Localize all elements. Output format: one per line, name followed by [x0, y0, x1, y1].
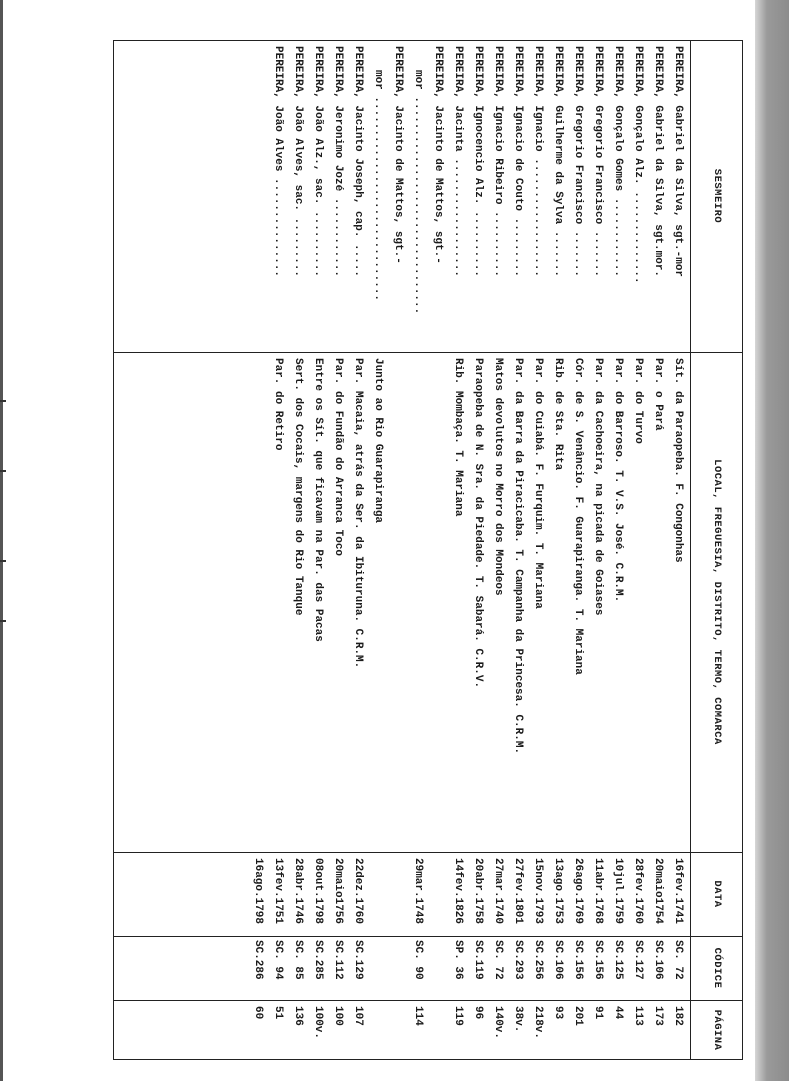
table-cell: 16fev.1741 [672, 858, 684, 925]
table-cell: 100 [332, 1006, 344, 1026]
header-pagina: PÁGINA [711, 1009, 723, 1051]
table-cell: 27mar.1740 [492, 858, 504, 925]
table-cell: SC.119 [472, 940, 484, 980]
header-codice: CÓDICE [711, 947, 723, 989]
table-cell: PEREIRA, Ignacio de Couto ......... [512, 46, 524, 278]
table-cell: PEREIRA, Jeronimo Jozé ............ [332, 46, 344, 278]
table-cell: 44 [612, 1006, 624, 1020]
table-cell: SC.293 [512, 940, 524, 980]
table-cell: PEREIRA, Ignacio Ribeiro .......... [492, 46, 504, 278]
table-cell: 28fev.1760 [632, 858, 644, 925]
table-cell: Cór. de S. Venâncio. F. Guarapiranga. T. Mariana [572, 358, 584, 675]
table-cell: SC. 85 [292, 940, 304, 980]
table-border [113, 40, 743, 1060]
table-cell: 13ago.1753 [552, 858, 564, 925]
table-cell: 08out.1798 [312, 858, 324, 925]
margin-tick [0, 470, 6, 472]
table-cell: SC.106 [652, 940, 664, 980]
sesmarias-table [113, 40, 743, 1060]
table-cell: 27fev.1801 [512, 858, 524, 925]
table-cell: Par. do Barroso. T. V.S. José. C.R.M. [612, 358, 624, 603]
table-cell: SC.156 [592, 940, 604, 980]
table-cell: 93 [552, 1006, 564, 1020]
table-cell: 20maio1754 [652, 858, 664, 925]
table-cell: SC. 72 [492, 940, 504, 980]
column-divider [113, 352, 743, 353]
table-cell: Paraopeba de N. Sra. da Piedade. T. Sabará. C.R.V. [472, 358, 484, 689]
table-cell: PEREIRA, Jacinto de Mattos, sgt.- [432, 46, 444, 264]
table-cell: mor ............................... [372, 70, 384, 302]
column-divider [113, 852, 743, 853]
table-cell: 11abr.1768 [592, 858, 604, 925]
table-cell: PEREIRA, Gabriel da Silva, sgt.mor. [652, 46, 664, 278]
table-cell: SC.256 [532, 940, 544, 980]
table-cell: 22dez.1760 [352, 858, 364, 925]
table-cell: 28abr.1746 [292, 858, 304, 925]
table-cell: Rib. Mombaça. T. Mariana [452, 358, 464, 517]
table-cell: Par. do Fundão do Arranca Toco [332, 358, 344, 557]
table-cell: Par. Macaia, atrás da Ser. da Ibituruna. C.R.M. [352, 358, 364, 669]
table-cell: PEREIRA, Gabriel da Silva, sgt.-mor [672, 46, 684, 278]
table-cell: PEREIRA, Guilherme da Sylva ....... [552, 46, 564, 278]
table-cell: 29mar.1748 [412, 858, 424, 925]
table-cell: Par. o Pará [652, 358, 664, 431]
table-cell: SC.106 [552, 940, 564, 980]
table-cell: PEREIRA, Gonçalo Gomes ............ [612, 46, 624, 278]
table-cell: PEREIRA, Gregorio Francisco ....... [592, 46, 604, 278]
table-cell: 182 [672, 1006, 684, 1026]
table-cell: Matos devolutos no Morro dos Mondeos [492, 358, 504, 596]
table-cell: 13fev.1751 [272, 858, 284, 925]
margin-tick [0, 400, 6, 402]
table-cell: 136 [292, 1006, 304, 1026]
table-cell: Junto ao Rio Guarapiranga [372, 358, 384, 524]
scan-right-edge [755, 0, 789, 1081]
header-data: DATA [711, 880, 723, 908]
table-cell: 173 [652, 1006, 664, 1026]
table-cell: Par. da Cachoeira, na picada de Goiases [592, 358, 604, 616]
table-cell: 201 [572, 1006, 584, 1026]
table-cell: 60 [252, 1006, 264, 1020]
table-cell: 140v. [492, 1006, 504, 1040]
table-cell: PEREIRA, João Alz., sac. .......... [312, 46, 324, 278]
table-cell: 51 [272, 1006, 284, 1020]
table-cell: 16ago.1798 [252, 858, 264, 925]
table-cell: 218v. [532, 1006, 544, 1040]
table-cell: SC.285 [312, 940, 324, 980]
table-cell: 20maio1756 [332, 858, 344, 925]
table-cell: PEREIRA, Jacinta .................. [452, 46, 464, 278]
margin-tick [0, 560, 6, 562]
table-cell: Sít. da Paraopeba. F. Congonhas [672, 358, 684, 563]
table-cell: PEREIRA, Gonçalo Alz. .............. [632, 46, 644, 284]
header-sesmeiro: SESMEIRO [711, 168, 723, 224]
table-cell: Entre os Sít. que ficavam na Par. das Pacas [312, 358, 324, 642]
table-cell: 15nov.1793 [532, 858, 544, 925]
margin-tick [0, 620, 6, 622]
table-cell: 113 [632, 1006, 644, 1026]
table-cell: PEREIRA, Ignacio .................. [532, 46, 544, 278]
header-local: LOCAL, FREGUESIA, DISTRITO, TERMO, COMARCA [711, 459, 723, 745]
table-cell: SC.129 [352, 940, 364, 980]
column-divider [113, 1000, 743, 1001]
table-cell: 38v. [512, 1006, 524, 1033]
table-cell: 107 [352, 1006, 364, 1026]
table-cell: PEREIRA, João Alves ............... [272, 46, 284, 278]
table-cell: SP. 36 [452, 940, 464, 980]
table-cell: 100v. [312, 1006, 324, 1040]
table-cell: SC.125 [612, 940, 624, 980]
table-cell: Par. da Barra da Piracicaba. T. Campanha da Princesa. C.R.M. [512, 358, 524, 755]
table-cell: 14fev.1826 [452, 858, 464, 925]
table-cell: 91 [592, 1006, 604, 1020]
table-cell: 119 [452, 1006, 464, 1026]
table-cell: 20abr.1758 [472, 858, 484, 925]
table-cell: PEREIRA, Jacinto Joseph, cap. ..... [352, 46, 364, 278]
table-cell: SC.127 [632, 940, 644, 980]
table-cell: SC. 72 [672, 940, 684, 980]
table-cell: Rib. de Sta. Rita [552, 358, 564, 471]
table-cell: PEREIRA, Ignocencio Alz. .......... [472, 46, 484, 278]
table-cell: SC. 90 [412, 940, 424, 980]
table-cell: PEREIRA, João Alves, sac. ......... [292, 46, 304, 278]
table-cell: SC.156 [572, 940, 584, 980]
table-cell: 10jul.1759 [612, 858, 624, 925]
table-cell: 26ago.1769 [572, 858, 584, 925]
table-cell: 96 [472, 1006, 484, 1020]
table-cell: 114 [412, 1006, 424, 1026]
table-cell: PEREIRA, Jacinto de Mattos, sgt.- [392, 46, 404, 264]
table-cell: PEREIRA, Gregorio Francisco ....... [572, 46, 584, 278]
table-cell: SC.286 [252, 940, 264, 980]
table-cell: Sert. dos Cocais, margens do Rio Tanque [292, 358, 304, 616]
table-cell: mor ................................. [412, 70, 424, 315]
table-cell: Par. do Cuiabá. F. Furquim. T. Mariana [532, 358, 544, 609]
table-cell: SC.112 [332, 940, 344, 980]
table-cell: Par. do Turvo [632, 358, 644, 444]
scan-left-edge [0, 0, 3, 1081]
table-cell: SC. 94 [272, 940, 284, 980]
column-divider [113, 936, 743, 937]
table-cell: Par. do Retiro [272, 358, 284, 451]
